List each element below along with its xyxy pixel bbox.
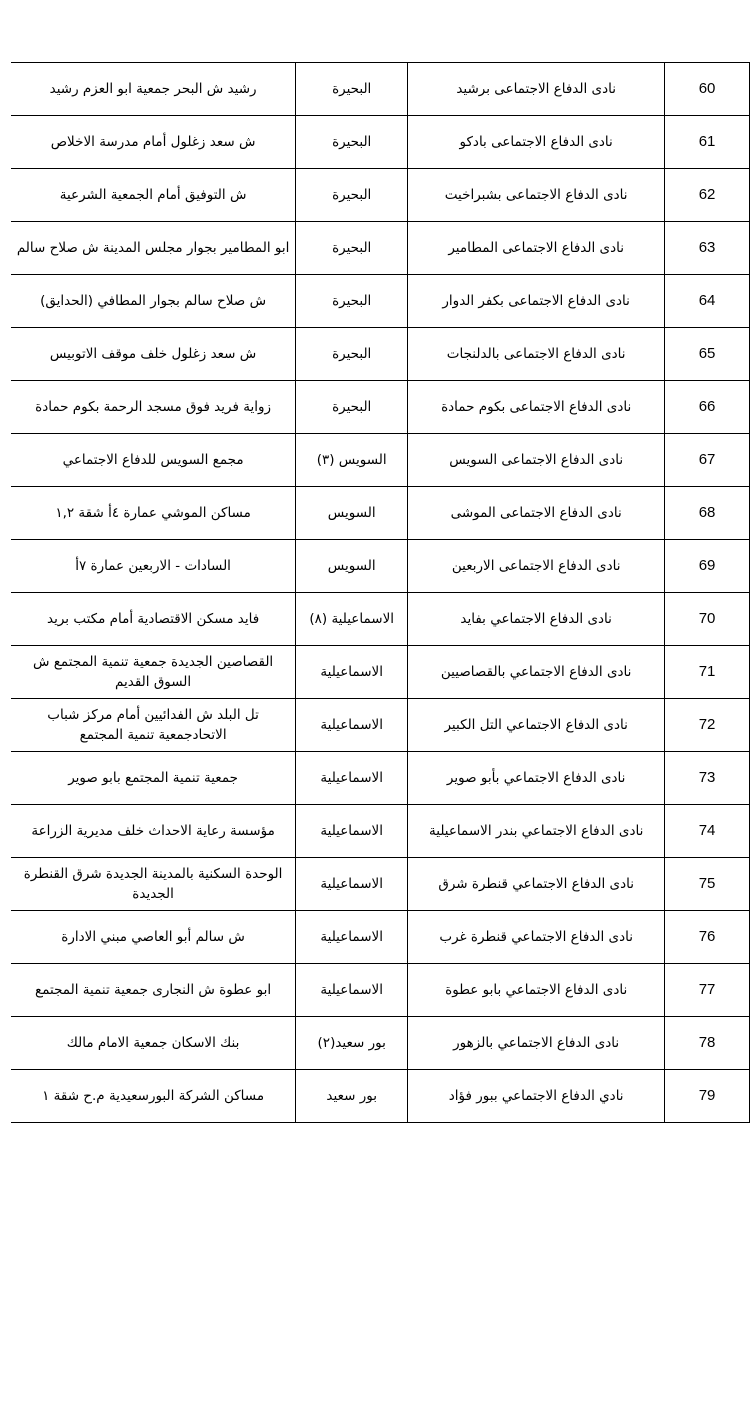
table-row [11,752,750,805]
club-address: الوحدة السكنية بالمدينة الجديدة شرق القنطرة الجديدة [11,858,296,911]
club-address: ش سعد زغلول خلف موقف الاتوبيس [11,328,296,381]
club-address: ابو عطوة ش النجارى جمعية تنمية المجتمع [11,964,296,1017]
governorate: السويس [296,540,408,593]
club-name: نادى الدفاع الاجتماعي قنطرة غرب [408,911,665,964]
table-row [11,1070,750,1123]
governorate: البحيرة [296,222,408,275]
governorate: الاسماعيلية [296,752,408,805]
club-name: نادى الدفاع الاجتماعي بالزهور [408,1017,665,1070]
row-number: 78 [665,1017,750,1070]
club-address: السادات - الاربعين عمارة ٧أ [11,540,296,593]
row-number: 64 [665,275,750,328]
club-name: نادى الدفاع الاجتماعي بندر الاسماعيلية [408,805,665,858]
club-name: نادى الدفاع الاجتماعى بادكو [408,116,665,169]
governorate: البحيرة [296,381,408,434]
row-number: 71 [665,646,750,699]
row-number: 74 [665,805,750,858]
row-number: 67 [665,434,750,487]
governorate: الاسماعيلية (٨) [296,593,408,646]
club-address: ش التوفيق أمام الجمعية الشرعية [11,169,296,222]
row-number: 77 [665,964,750,1017]
clubs-table-body [11,63,750,1123]
row-number: 73 [665,752,750,805]
table-row [11,434,750,487]
governorate: الاسماعيلية [296,911,408,964]
club-name: نادى الدفاع الاجتماعى بالدلنجات [408,328,665,381]
row-number: 79 [665,1070,750,1123]
club-address: ش سعد زغلول أمام مدرسة الاخلاص [11,116,296,169]
club-address: تل البلد ش الفدائيين أمام مركز شباب الاتحادجمعية تنمية المجتمع [11,699,296,752]
club-address: القصاصين الجديدة جمعية تنمية المجتمع ش السوق القديم [11,646,296,699]
governorate: الاسماعيلية [296,646,408,699]
club-name: نادى الدفاع الاجتماعى المطامير [408,222,665,275]
table-row [11,1017,750,1070]
club-name: نادى الدفاع الاجتماعي قنطرة شرق [408,858,665,911]
club-address: رشيد ش البحر جمعية ابو العزم رشيد [11,63,296,116]
governorate: السويس (٣) [296,434,408,487]
club-address: بنك الاسكان جمعية الامام مالك [11,1017,296,1070]
club-name: نادى الدفاع الاجتماعي بفايد [408,593,665,646]
club-name: نادى الدفاع الاجتماعى السويس [408,434,665,487]
table-row [11,328,750,381]
club-name: نادي الدفاع الاجتماعي ببور فؤاد [408,1070,665,1123]
table-row [11,381,750,434]
club-address: مساكن الشركة البورسعيدية م.ح شقة ١ [11,1070,296,1123]
table-row [11,699,750,752]
table-row [11,275,750,328]
club-name: نادى الدفاع الاجتماعى برشيد [408,63,665,116]
table-row [11,805,750,858]
row-number: 65 [665,328,750,381]
club-name: نادى الدفاع الاجتماعى بكوم حمادة [408,381,665,434]
club-name: نادى الدفاع الاجتماعي التل الكبير [408,699,665,752]
row-number: 70 [665,593,750,646]
table-row [11,540,750,593]
row-number: 75 [665,858,750,911]
table-row [11,911,750,964]
table-row [11,169,750,222]
row-number: 68 [665,487,750,540]
club-name: نادى الدفاع الاجتماعى الموشى [408,487,665,540]
row-number: 72 [665,699,750,752]
row-number: 62 [665,169,750,222]
club-address: جمعية تنمية المجتمع بابو صوير [11,752,296,805]
table-row [11,63,750,116]
club-address: مؤسسة رعاية الاحداث خلف مديرية الزراعة [11,805,296,858]
governorate: البحيرة [296,116,408,169]
row-number: 61 [665,116,750,169]
row-number: 60 [665,63,750,116]
club-address: ش صلاح سالم بجوار المطافي (الحدايق) [11,275,296,328]
governorate: بور سعيد(٢) [296,1017,408,1070]
row-number: 69 [665,540,750,593]
club-name: نادى الدفاع الاجتماعي بأبو صوير [408,752,665,805]
club-name: نادى الدفاع الاجتماعى بشبراخيت [408,169,665,222]
governorate: البحيرة [296,328,408,381]
governorate: البحيرة [296,169,408,222]
table-row [11,593,750,646]
club-address: فايد مسكن الاقتصادية أمام مكتب بريد [11,593,296,646]
club-address: زواية فريد فوق مسجد الرحمة بكوم حمادة [11,381,296,434]
table-row [11,646,750,699]
table-row [11,858,750,911]
table-row [11,964,750,1017]
governorate: البحيرة [296,63,408,116]
governorate: البحيرة [296,275,408,328]
row-number: 76 [665,911,750,964]
row-number: 66 [665,381,750,434]
club-name: نادى الدفاع الاجتماعى الاربعين [408,540,665,593]
club-address: مساكن الموشي عمارة ٤أ شقة ١,٢ [11,487,296,540]
table-row [11,116,750,169]
clubs-table [11,62,750,1123]
governorate: الاسماعيلية [296,805,408,858]
row-number: 63 [665,222,750,275]
club-address: ش سالم أبو العاصي مبني الادارة [11,911,296,964]
club-name: نادى الدفاع الاجتماعي بالقصاصيين [408,646,665,699]
club-address: ابو المطامير بجوار مجلس المدينة ش صلاح سالم [11,222,296,275]
governorate: الاسماعيلية [296,699,408,752]
governorate: بور سعيد [296,1070,408,1123]
table-row [11,222,750,275]
governorate: السويس [296,487,408,540]
governorate: الاسماعيلية [296,964,408,1017]
table-row [11,487,750,540]
club-address: مجمع السويس للدفاع الاجتماعي [11,434,296,487]
club-name: نادى الدفاع الاجتماعي بابو عطوة [408,964,665,1017]
governorate: الاسماعيلية [296,858,408,911]
club-name: نادى الدفاع الاجتماعى بكفر الدوار [408,275,665,328]
